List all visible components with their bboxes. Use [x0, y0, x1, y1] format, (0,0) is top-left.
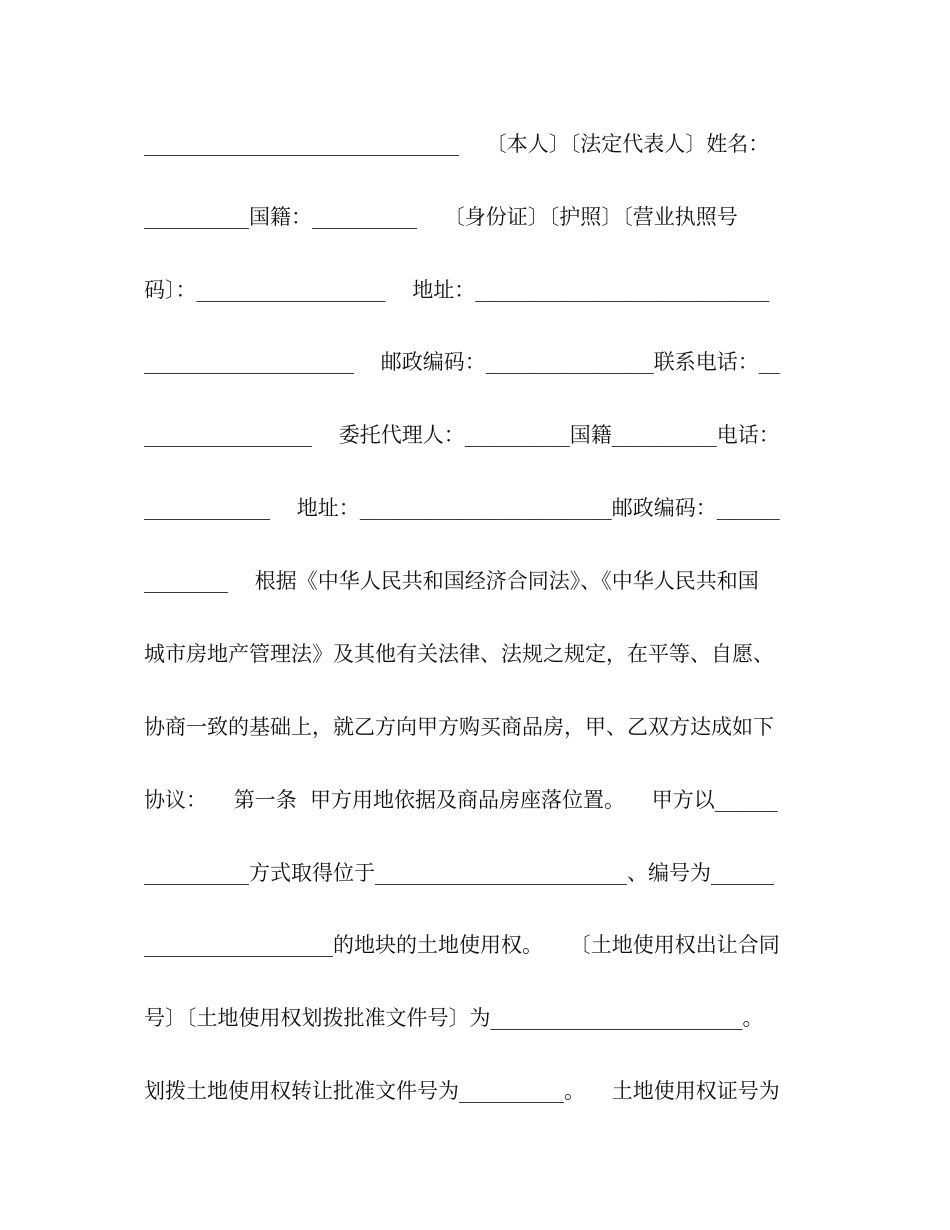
text-line: ____________ 地址：________________________邮政编码：______	[144, 496, 780, 520]
text-line: ________________ 委托代理人：__________国籍__________电话：	[144, 423, 780, 447]
text-line: 城市房地产管理法》及其他有关法律、法规之规定，在平等、自愿、	[144, 642, 774, 666]
text-line: __________________的地块的土地使用权。 〔土地使用权出让合同	[144, 933, 780, 957]
text-line: __________国籍：__________ 〔身份证〕〔护照〕〔营业执照号	[144, 205, 738, 229]
text-line: 协商一致的基础上，就乙方向甲方购买商品房，甲、乙双方达成如下	[144, 715, 774, 739]
text-line: 号〕〔土地使用权划拨批准文件号〕为________________________。	[144, 1006, 764, 1030]
text-line: 协议： 第一条 甲方用地依据及商品房座落位置。 甲方以______	[144, 788, 778, 812]
text-line: ______________________________ 〔本人〕〔法定代表人〕姓名：	[144, 132, 770, 156]
text-line: ________ 根据《中华人民共和国经济合同法》、《中华人民共和国	[144, 569, 759, 593]
text-line: 划拨土地使用权转让批准文件号为__________。 土地使用权证号为	[144, 1079, 780, 1103]
text-line: 码〕：__________________ 地址：____________________________	[144, 278, 770, 302]
text-line: ____________________ 邮政编码：________________联系电话：__	[144, 350, 780, 374]
text-line: __________方式取得位于________________________、编号为______	[144, 861, 774, 885]
